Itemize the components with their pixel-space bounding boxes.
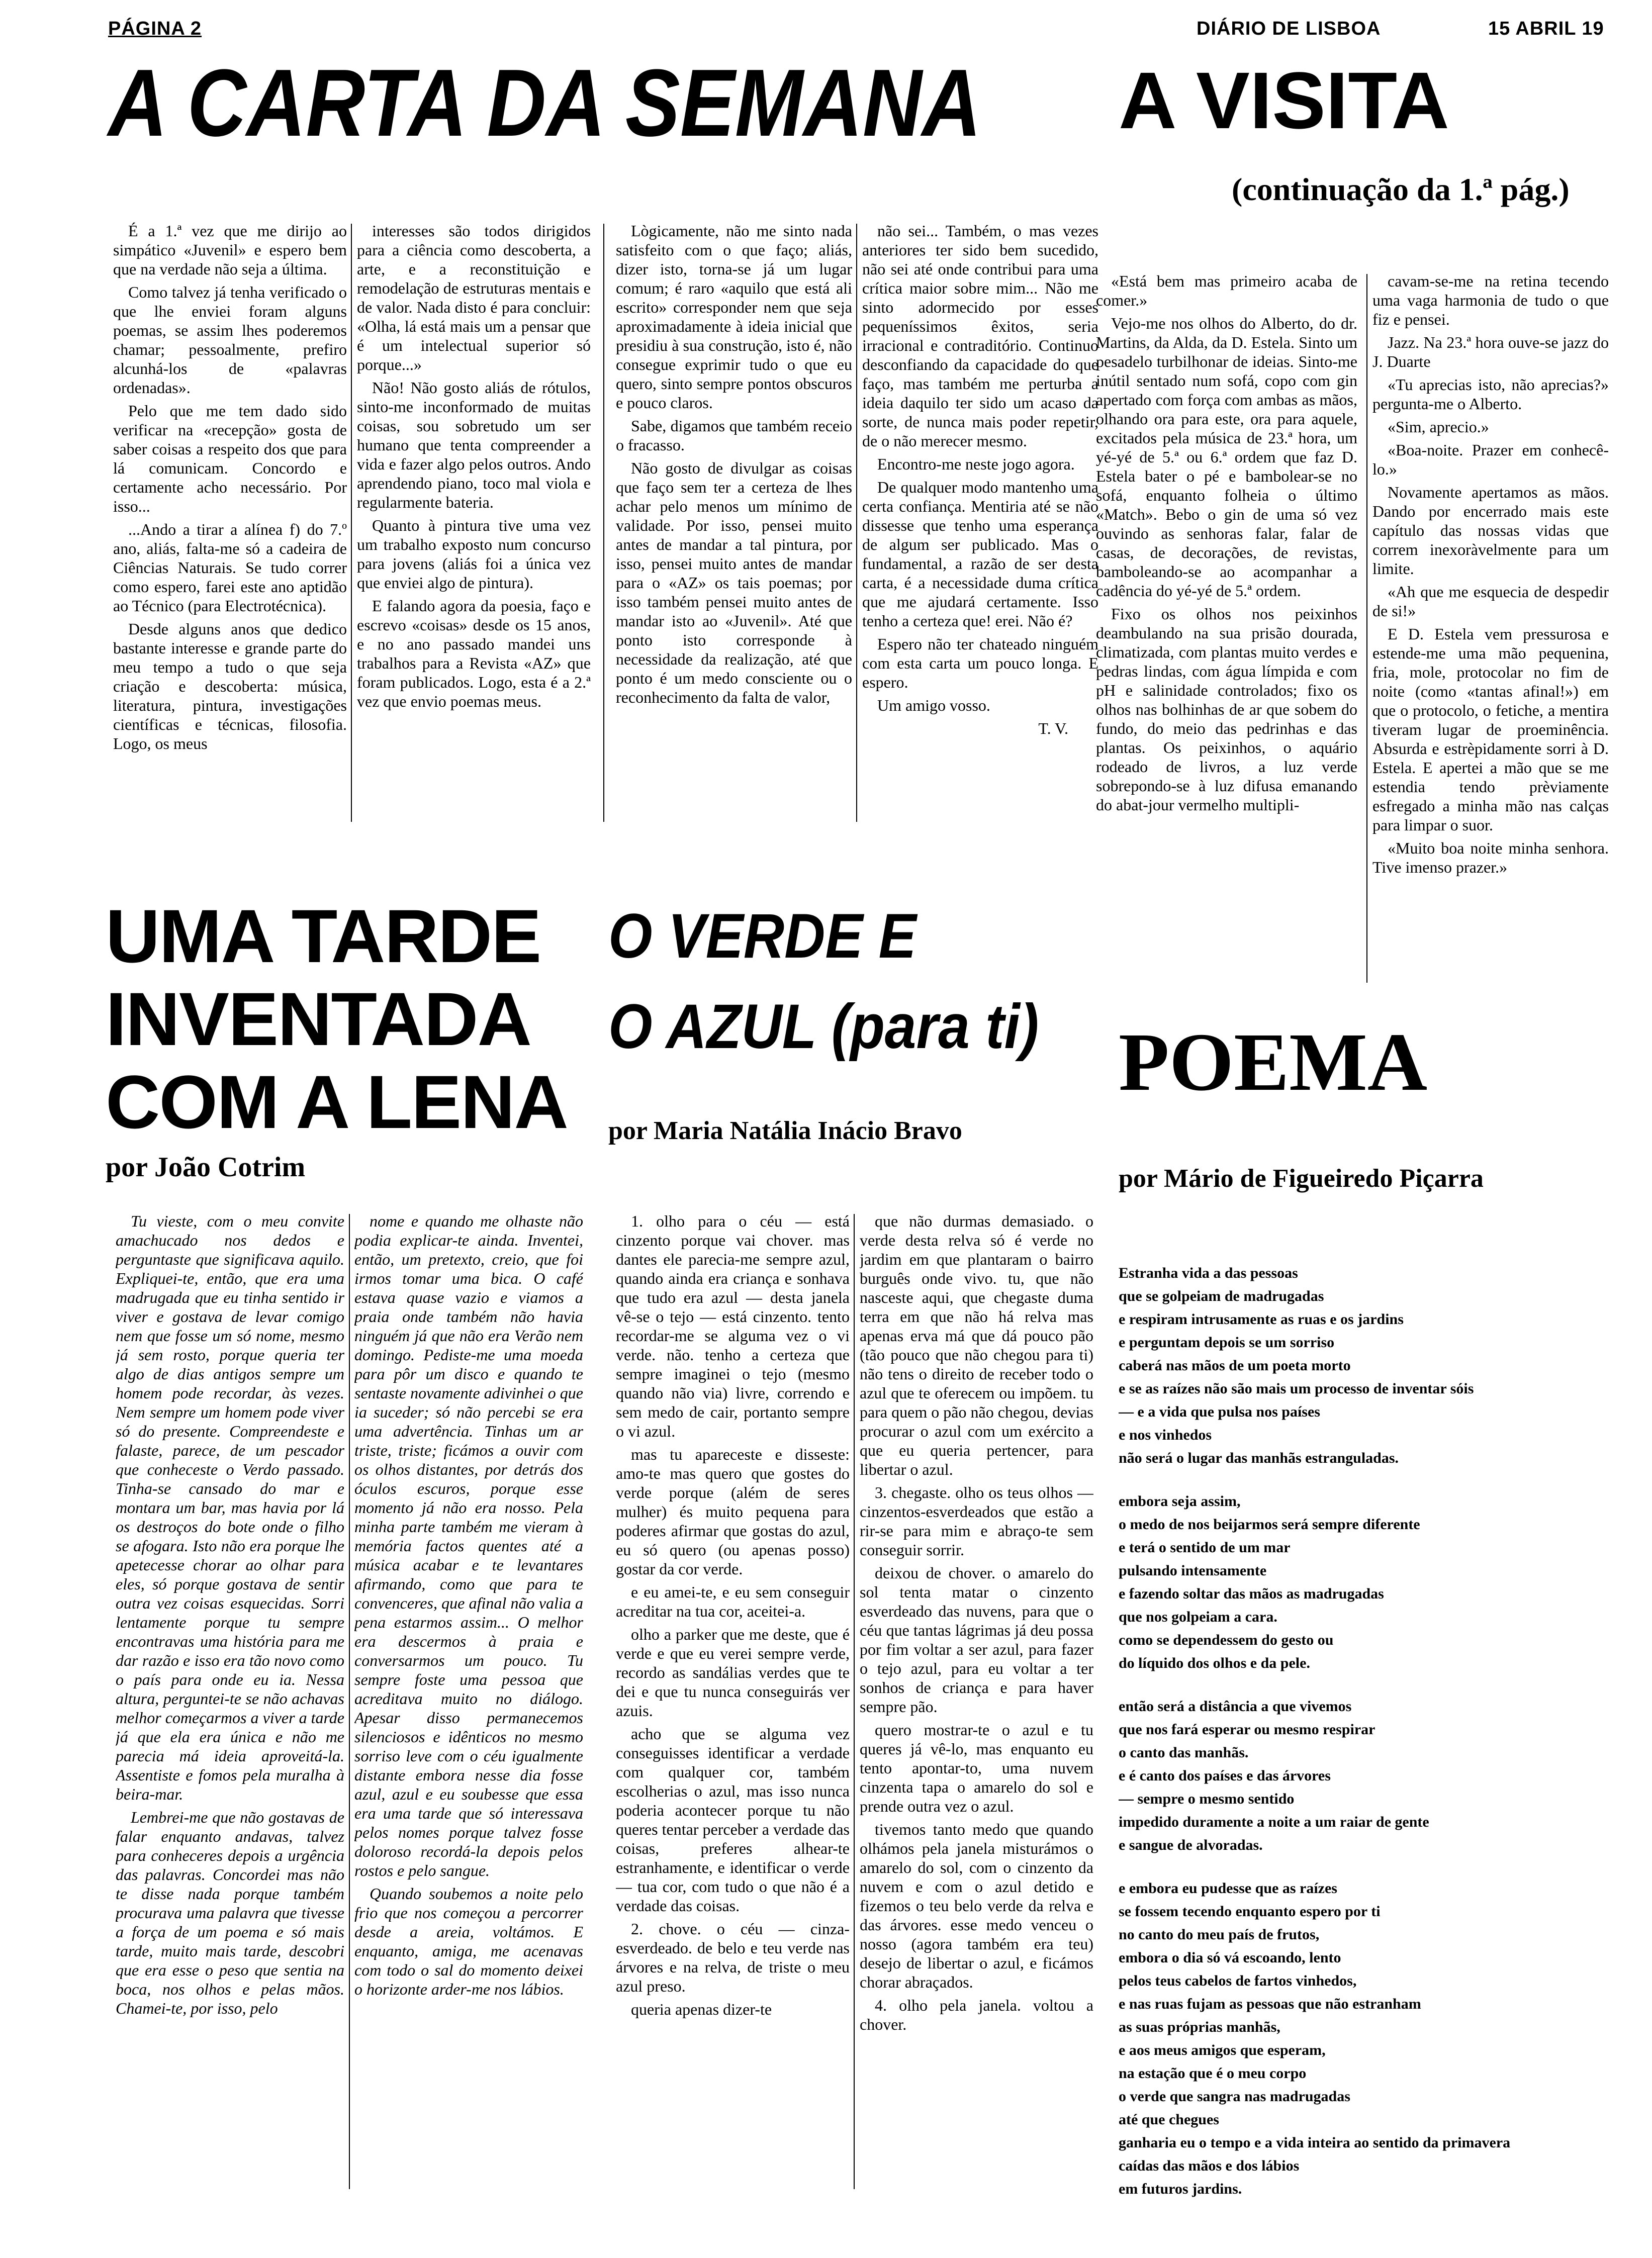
visita-paragraph: Fixo os olhos nos peixinhos deambulando na sua prisão dourada, climatizada, com plantas muito verdes e pedras lindas, com água límpida e com pH e salinidade controlados; fixo os olhos nas bolhinhas de ar que sobem do fundo, do meio das pedrinhas e das plantas. Os peixinhos, o aquário rodeado de livros, a luz verde sobrepondo-se à luz difusa emanando do abat-jour vermelho multipli-: [1096, 605, 1357, 814]
poem-line: e respiram intrusamente as ruas e os jardins: [1119, 1311, 1404, 1328]
page-number-label: PÁGINA 2: [108, 18, 202, 39]
carta-paragraph: É a 1.ª vez que me dirijo ao simpático «Juvenil» e espero bem que na verdade não seja a última.: [113, 222, 347, 278]
poem-line: que se golpeiam de madrugadas: [1119, 1288, 1324, 1304]
poem-line: e fazendo soltar das mãos as madrugadas: [1119, 1585, 1384, 1602]
visita-paragraph: Vejo-me nos olhos do Alberto, do dr. Martins, da Alda, da D. Estela. Sinto um pesadelo turbilhonar de ideias. Sinto-me inútil sentado num sofá, copo com gin apertado com força com ambas as mãos, olhando ora para este, ora para aquele, excitados pela música de 23.ª hora, um yé-yé de 5.ª ou 6.ª ordem que faz D. Estela bater o pé e bambolear-se no sofá, enquanto folheia o último «Match». Bebo o gin de uma só vez ouvindo as senhoras falar, falar de casas, de decorações, de revistas, bamboleando-se ao acompanhar a cadência do yé-yé de 5.ª ordem.: [1096, 314, 1357, 600]
poem-line: — e a vida que pulsa nos países: [1119, 1403, 1320, 1420]
carta-column-4: [862, 221, 1098, 824]
carta-paragraph: Não gosto de divulgar as coisas que faço sem ter a certeza de lhes achar pelo menos um mínimo de validade. Por isso, pensei muito antes de mandar a tal pintura, por isso, pensei muito antes de mandar para o «AZ» os tais poemas; por isso também pensei muito antes de mandar isto ao «Juvenil». Até que ponto isto corresponde à necessidade da realização, até que ponto é um medo consciente ou o reconhecimento da falta de valor,: [616, 459, 852, 706]
carta-column-1: [113, 221, 347, 824]
tarde-column-2: [354, 1211, 583, 2192]
carta-paragraph: Desde alguns anos que dedico bastante interesse e grande parte do meu tempo a tudo o que seja criação e descoberta: música, literatura, pintura, investigações científicas e técnicas, filosofia. Logo, os meus: [113, 620, 347, 752]
tarde-title: [106, 895, 568, 1144]
carta-paragraph: ...Ando a tirar a alínea f) do 7.º ano, aliás, falta-me só a cadeira de Ciências Naturais. Se tudo correr como espero, farei este ano aptidão ao Técnico (para Electrotécnica).: [113, 520, 347, 615]
verde-paragraph: deixou de chover. o amarelo do sol tenta matar o cinzento esverdeado das nuvens, para que o céu que tantas lágrimas já deu possa por fim voltar a ser azul, para fazer o tejo azul, para eu voltar a ter sonhos de criança e para haver sempre pão.: [860, 1564, 1093, 1716]
tarde-paragraph: Tu vieste, com o meu convite amachucado nos dedos e perguntaste que significava aquilo. Expliquei-te, então, que era uma madrugada que eu tinha sentido ir viver e gostava de levar comigo nem que fosse um só nome, mesmo já sem rosto, porque queria ter algo de dias antigos sempre um homem pode recordar, às vezes. Nem sempre um homem pode viver só do presente. Compreendeste e falaste, parece, de um pescador que conheceste o Verdo passado. Tinha-se cansado do mar e montara um bar, mas havia por lá os destroços do bote onde o filho se afogara. Isto não era porque lhe apetecesse chorar ao olhar para eles, só porque gostava de sentir outra vez coisas esquecidas. Sorri lentamente porque tu sempre encontravas uma história para me dar razão e isso era tão novo como o país para onde eu ia. Nessa altura, perguntei-te se não achavas melhor começarmos a viver a tarde já que ela era única e não me parecia má ideia aproveitá-la. Assentiste e fomos pela muralha à beira-mar.: [116, 1212, 344, 1803]
poem-line: que nos golpeiam a cara.: [1119, 1609, 1277, 1625]
tarde-title-line: INVENTADA: [106, 977, 531, 1061]
poem-line: o canto das manhãs.: [1119, 1744, 1249, 1761]
carta-paragraph: De qualquer modo mantenho uma certa confiança. Mentiria até se não dissesse que tenho uma esperança de algum ser publicado. Mas o fundamental, a razão de ser desta carta, é a necessidade duma crítica que me ajudará certamente. Isso tenho a certeza que! erei. Não é?: [862, 478, 1098, 630]
tarde-byline: por João Cotrim: [106, 1152, 306, 1183]
column-rule: [854, 1214, 855, 2189]
carta-paragraph: Como talvez já tenha verificado o que lhe enviei foram alguns poemas, se assim lhes poderemos chamar; pessoalmente, prefiro alcunhá-los de «palavras ordenadas».: [113, 283, 347, 397]
tarde-paragraph: Quando soubemos a noite pelo frio que nos começou a percorrer desde a areia, voltámos. E enquanto, amiga, me acenavas com todo o sal do momento deixei o horizonte arder-me nos lábios.: [354, 1885, 583, 1998]
carta-paragraph: Não! Não gosto aliás de rótulos, sinto-me inconformado de muitas coisas, sou sobretudo um ser humano que tenta compreender a vida e fazer algo pelos outros. Ando aprendendo piano, toco mal viola e regularmente bateria.: [357, 379, 591, 511]
poem-line: e é canto dos países e das árvores: [1119, 1767, 1331, 1784]
carta-signature: T. V.: [1038, 719, 1068, 737]
poem-line: — sempre o mesmo sentido: [1119, 1791, 1295, 1807]
poem-line: e sangue de alvoradas.: [1119, 1837, 1263, 1853]
poem-stanza: [1119, 1877, 1631, 2201]
poem-line: não será o lugar das manhãs estranguladas.: [1119, 1450, 1399, 1466]
tarde-column-1: [116, 1211, 344, 2192]
verde-paragraph: 4. olho pela janela. voltou a chover.: [860, 1996, 1093, 2033]
verde-title-line-2: O AZUL (para ti): [608, 992, 1039, 1062]
poem-line: caídas das mãos e dos lábios: [1119, 2157, 1300, 2174]
poem-line: então será a distância a que vivemos: [1119, 1698, 1352, 1715]
poem-line: e terá o sentido de um mar: [1119, 1539, 1291, 1556]
verde-column-1: [616, 1211, 850, 2192]
verde-title-line-1: O VERDE E: [608, 901, 916, 971]
poem-line: como se dependessem do gesto ou: [1119, 1632, 1334, 1648]
verde-paragraph: que não durmas demasiado. o verde desta relva só é verde no jardim em que plantaram o bairro burguês onde vivo. tu, que não nasceste aqui, que chegaste duma terra em que não há relva mas apenas erva má que dá pouco pão (tão pouco que não chegou para ti) não tens o direito de receber todo o azul que te oferecem ou impõem. tu para quem o pão não chegou, devias procurar o azul com um exército a que eu queria pertencer, para libertar o azul.: [860, 1212, 1093, 1478]
poem-line: pulsando intensamente: [1119, 1562, 1267, 1579]
visita-paragraph: E D. Estela vem pressurosa e estende-me uma mão pequenina, fria, mole, protocolar no fim de noite (como «tantas afinal!») em que o protocolo, o fetiche, a mentira tiveram lugar de proeminência. Absurda e estrèpidamente sorri à D. Estela. E apertei a mão que se me estendia tendo prèviamente esfregado a minha mão nas calças para limpar o suor.: [1372, 625, 1609, 834]
verde-paragraph: mas tu apareceste e disseste: amo-te mas quero que gostes do verde porque (além de seres mulher) és muito pequena para poderes afirmar que gostas do azul, eu só quero (ou apenas posso) gostar da cor verde.: [616, 1445, 850, 1578]
poem-stanza: [1119, 1490, 1631, 1675]
verde-paragraph: 1. olho para o céu — está cinzento porque vai chover. mas dantes ele parecia-me sempre azul, quando ainda era criança e sonhava que tudo era azul — desta janela vê-se o tejo — está cinzento. tento recordar-me se alguma vez o vi verde. não. tenho a certeza que sempre imaginei o tejo (mesmo quando não via) livre, correndo e sem medo de cair, portanto sempre o vi azul.: [616, 1212, 850, 1440]
poem-line: caberá nas mãos de um poeta morto: [1119, 1357, 1351, 1374]
visita-paragraph: «Boa-noite. Prazer em conhecê-lo.»: [1372, 441, 1609, 478]
verde-byline: por Maria Natália Inácio Bravo: [608, 1116, 962, 1145]
poem-line: o medo de nos beijarmos será sempre diferente: [1119, 1516, 1420, 1533]
poem-line: em futuros jardins.: [1119, 2181, 1242, 2197]
poem-line: embora seja assim,: [1119, 1493, 1241, 1510]
visita-paragraph: «Está bem mas primeiro acaba de comer.»: [1096, 272, 1357, 309]
poem-line: se fossem tecendo enquanto espero por ti: [1119, 1903, 1381, 1920]
verde-paragraph: 3. chegaste. olho os teus olhos — cinzentos-esverdeados que estão a rir-se para mim e abraço-te sem conseguir sorrir.: [860, 1483, 1093, 1559]
carta-paragraph: interesses são todos dirigidos para a ciência como descoberta, a arte, e a reconstituição e remodelação de estruturas mentais e de valor. Nada disto é para concluir: «Olha, lá está mais um a pensar que é um intelectual superior só porque...»: [357, 222, 591, 373]
poem-line: do líquido dos olhos e da pele.: [1119, 1655, 1310, 1671]
poema-body: [1119, 1262, 1631, 2217]
carta-title: A CARTA DA SEMANA: [108, 50, 981, 156]
poem-line: no canto do meu país de frutos,: [1119, 1926, 1320, 1943]
poem-line: ganharia eu o tempo e a vida inteira ao sentido da primavera: [1119, 2134, 1511, 2151]
carta-paragraph: E falando agora da poesia, faço e escrevo «coisas» desde os 15 anos, e no ano passado mandei uns trabalhos para a Revista «AZ» que foram publicados. Logo, esta é a 2.ª vez que envio poemas meus.: [357, 597, 591, 710]
carta-paragraph: Encontro-me neste jogo agora.: [877, 455, 1075, 473]
visita-paragraph: Novamente apertamos as mãos. Dando por encerrado mais este capítulo das nossas vidas que correm inexoràvelmente para um limite.: [1372, 483, 1609, 578]
poem-stanza: [1119, 1262, 1631, 1470]
poem-line: e nas ruas fujam as pessoas que não estranham: [1119, 1996, 1421, 2012]
visita-paragraph: cavam-se-me na retina tecendo uma vaga harmonia de tudo o que fiz e pensei.: [1372, 272, 1609, 328]
visita-title: A VISITA: [1119, 55, 1449, 145]
visita-paragraph: «Tu aprecias isto, não aprecias?» pergunta-me o Alberto.: [1372, 375, 1609, 413]
visita-paragraph: Jazz. Na 23.ª hora ouve-se jazz do J. Duarte: [1372, 333, 1609, 370]
poem-line: embora o dia só vá escoando, lento: [1119, 1949, 1341, 1966]
poem-line: até que chegues: [1119, 2111, 1219, 2128]
tarde-paragraph: nome e quando me olhaste não podia explicar-te ainda. Inventei, então, um pretexto, creio, que foi irmos tomar uma bica. O café estava quase vazio e viamos a praia onde também não havia ninguém já que não era Verão nem domingo. Pediste-me uma moeda para pôr um disco e quando te sentaste novamente adivinhei o que ia suceder; só não percebi se era uma advertência. Tinhas um ar triste, triste; ficámos a ouvir com os olhos distantes, por detrás dos óculos escuros, porque esse momento já não era nosso. Pela minha parte também me vieram à memória factos quentes até a música acabar e te levantares afirmando, como que para te convenceres, que afinal não valia a pena estarmos assim... O melhor era descermos à praia e conversarmos um pouco. Tu sempre foste uma pessoa que acreditava muito no diálogo. Apesar disso permanecemos silenciosos e idênticos no mesmo sorriso leve com o céu igualmente distante embora nesse dia fosse azul, azul e eu soubesse que essa era uma tarde que só interessava pelos nomes porque talvez fosse doloroso recordá-la depois pelos rostos e pelo sangue.: [354, 1212, 583, 1879]
verde-paragraph: e eu amei-te, e eu sem conseguir acreditar na tua cor, aceitei-a.: [616, 1583, 850, 1620]
verde-paragraph: tivemos tanto medo que quando olhámos pela janela misturámos o amarelo do sol, com o cinzento da nuvem e com o azul detido e fizemos o teu belo verde da relva e das árvores. esse medo venceu o nosso (agora também era teu) desejo de libertar o azul, e ficámos chorar abraçados.: [860, 1820, 1093, 1991]
verde-paragraph: olho a parker que me deste, que é verde e que eu verei sempre verde, recordo as sandálias verdes que te dei e que tu nunca conseguirás ver azuis.: [616, 1625, 850, 1720]
poema-title: POEMA: [1119, 1016, 1428, 1108]
poem-line: e se as raízes não são mais um processo de inventar sóis: [1119, 1380, 1474, 1397]
carta-paragraph: Um amigo vosso.: [877, 696, 990, 714]
carta-paragraph: Pelo que me tem dado sido verificar na «recepção» gosta de saber coisas a respeito dos que para lá comunicam. Concordo e certamente acho necessário. Por isso...: [113, 402, 347, 515]
verde-paragraph: acho que se alguma vez conseguisses identificar a verdade com qualquer cor, também escolherias o azul, mas isso nunca poderia acontecer porque tu não queres tentar perceber a verdade das coisas, preferes alhear-te estranhamente, e identificar o verde — tua cor, com tudo o que não é a verdade das coisas.: [616, 1725, 850, 1915]
poema-byline: por Mário de Figueiredo Piçarra: [1119, 1164, 1484, 1193]
poem-line: e perguntam depois se um sorriso: [1119, 1334, 1335, 1351]
tarde-paragraph: Lembrei-me que não gostavas de falar enquanto andavas, talvez para conheceres depois a urgência das palavras. Concordei mas não te disse nada porque também procurava uma palavra que tivesse a força de um poema e só mais tarde, muito mais tarde, descobri que era esse o peso que sentia na boca, nos olhos e pelas mãos. Chamei-te, por isso, pelo: [116, 1808, 344, 2017]
poem-stanza: [1119, 1695, 1631, 1857]
verde-paragraph: queria apenas dizer-te: [631, 2000, 772, 2018]
visita-continuation: (continuação da 1.ª pág.): [1232, 171, 1570, 207]
poem-line: pelos teus cabelos de fartos vinhedos,: [1119, 1972, 1357, 1989]
poem-line: impedido duramente a noite a um raiar de gente: [1119, 1814, 1429, 1830]
carta-paragraph: Lògicamente, não me sinto nada satisfeito com o que faço; aliás, dizer isto, torna-se já um lugar comum; é raro «aquilo que está ali escrito» corresponder nem que seja aproximadamente à ideia inicial que presidiu à sua construção, isto é, não consegue exprimir tudo o que eu quero, sinto sempre pontos obscuros e pouco claros.: [616, 222, 852, 412]
visita-column-2: [1372, 271, 1609, 985]
poem-line: e aos meus amigos que esperam,: [1119, 2042, 1326, 2058]
issue-date: 15 ABRIL 19: [1488, 18, 1604, 39]
carta-paragraph: Sabe, digamos que também receio o fracasso.: [616, 417, 852, 454]
poem-line: o verde que sangra nas madrugadas: [1119, 2088, 1350, 2105]
poem-line: que nos fará esperar ou mesmo respirar: [1119, 1721, 1375, 1738]
carta-column-3: [616, 221, 852, 824]
visita-paragraph: «Muito boa noite minha senhora. Tive imenso prazer.»: [1372, 839, 1609, 876]
visita-column-1: [1096, 271, 1357, 985]
column-rule: [856, 224, 857, 822]
poem-line: e embora eu pudesse que as raízes: [1119, 1880, 1337, 1897]
carta-paragraph: não sei... Também, o mas vezes anteriores ter sido bem sucedido, não sei até onde contribui para uma crítica maior sobre mim... Não me sinto adormecido por esses pequeníssimos êxitos, seria irracional e contraditório. Continuo desconfiando da capacidade do que faço, mas também me perturba a ideia daquilo ter sido um acaso da sorte, de nunca mais poder repetir, de o não merecer mesmo.: [862, 222, 1098, 450]
tarde-title-line: COM A LENA: [106, 1060, 568, 1144]
poem-line: e nos vinhedos: [1119, 1427, 1212, 1443]
tarde-title-line: UMA TARDE: [106, 894, 541, 978]
carta-paragraph: Quanto à pintura tive uma vez um trabalho exposto num concurso para jovens (aliás foi a única vez que enviei algo de pintura).: [357, 516, 591, 592]
poem-line: as suas próprias manhãs,: [1119, 2019, 1280, 2035]
poem-line: na estação que é o meu corpo: [1119, 2065, 1307, 2082]
newspaper-name: DIÁRIO DE LISBOA: [1197, 18, 1381, 39]
visita-paragraph: «Ah que me esquecia de despedir de si!»: [1372, 583, 1609, 620]
verde-paragraph: 2. chove. o céu — cinza-esverdeado. de belo e teu verde nas árvores e na relva, de triste o meu azul preso.: [616, 1920, 850, 1995]
column-rule: [603, 224, 604, 822]
verde-paragraph: quero mostrar-te o azul e tu queres já vê-lo, mas enquanto eu tento apontar-to, uma nuvem cinzenta tapa o amarelo do sol e prende outra vez o azul.: [860, 1721, 1093, 1815]
column-rule: [349, 1214, 350, 2189]
column-rule: [1366, 274, 1367, 983]
poem-line: Estranha vida a das pessoas: [1119, 1265, 1298, 1281]
visita-paragraph: «Sim, aprecio.»: [1388, 418, 1489, 436]
carta-paragraph: Espero não ter chateado ninguém com esta carta um pouco longa. E espero.: [862, 635, 1098, 691]
carta-column-2: [357, 221, 591, 824]
verde-column-2: [860, 1211, 1093, 2192]
column-rule: [351, 224, 352, 822]
